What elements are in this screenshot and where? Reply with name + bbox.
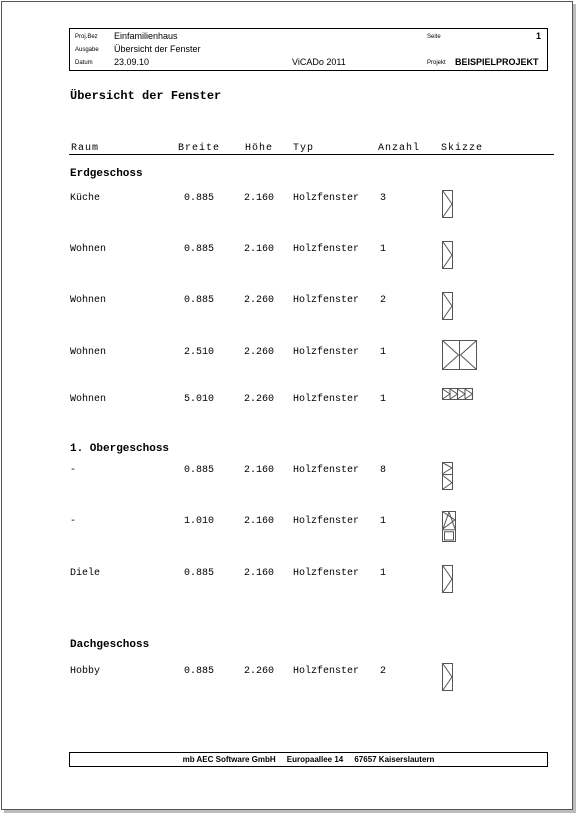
cell-typ: Holzfenster: [293, 347, 360, 358]
cell-typ: Holzfenster: [293, 465, 360, 476]
cell-hoehe: 2.260: [244, 295, 275, 306]
window-sketch-icon: [441, 339, 478, 371]
cell-raum: Küche: [70, 193, 101, 204]
cell-breite: 0.885: [184, 568, 215, 579]
cell-typ: Holzfenster: [293, 666, 360, 677]
cell-hoehe: 2.260: [244, 347, 275, 358]
window-sketch-icon: [441, 240, 454, 270]
cell-raum: Diele: [70, 568, 101, 579]
cell-raum: Wohnen: [70, 244, 107, 255]
proj-label: Proj.Bez: [75, 34, 98, 40]
cell-typ: Holzfenster: [293, 295, 360, 306]
cell-anzahl: 8: [380, 465, 387, 476]
cell-hoehe: 2.160: [244, 465, 275, 476]
seite-value: 1: [536, 31, 542, 41]
cell-breite: 0.885: [184, 666, 215, 677]
cell-breite: 0.885: [184, 295, 215, 306]
cell-typ: Holzfenster: [293, 394, 360, 405]
software-label: ViCADo 2011: [292, 57, 346, 67]
cell-anzahl: 1: [380, 568, 387, 579]
cell-raum: -: [70, 516, 77, 527]
col-header-breite: Breite: [178, 143, 221, 154]
datum-value: 23.09.10: [114, 57, 150, 67]
cell-typ: Holzfenster: [293, 516, 360, 527]
cell-typ: Holzfenster: [293, 568, 360, 579]
ausgabe-label: Ausgabe: [75, 47, 99, 53]
cell-anzahl: 2: [380, 666, 387, 677]
cell-raum: Wohnen: [70, 347, 107, 358]
projekt-label: Projekt: [427, 60, 446, 66]
cell-hoehe: 2.160: [244, 244, 275, 255]
cell-raum: -: [70, 465, 77, 476]
document-page: [1, 1, 573, 810]
col-header-skizze: Skizze: [441, 143, 484, 154]
cell-hoehe: 2.260: [244, 394, 275, 405]
section-heading: Dachgeschoss: [70, 639, 150, 651]
projekt-value: BEISPIELPROJEKT: [455, 57, 539, 67]
window-sketch-icon: [441, 291, 454, 321]
window-sketch-icon: [441, 510, 457, 543]
window-sketch-icon: [441, 461, 454, 491]
cell-typ: Holzfenster: [293, 193, 360, 204]
cell-breite: 0.885: [184, 244, 215, 255]
col-header-anzahl: Anzahl: [378, 143, 421, 154]
cell-breite: 0.885: [184, 465, 215, 476]
seite-label: Seite: [427, 34, 441, 40]
col-header-hoehe: Höhe: [245, 143, 274, 154]
report-header: [69, 28, 548, 71]
cell-anzahl: 1: [380, 394, 387, 405]
col-header-typ: Typ: [293, 143, 315, 154]
section-heading: Erdgeschoss: [70, 168, 143, 180]
cell-hoehe: 2.260: [244, 666, 275, 677]
window-sketch-icon: [441, 662, 454, 692]
cell-anzahl: 1: [380, 516, 387, 527]
cell-anzahl: 1: [380, 244, 387, 255]
cell-typ: Holzfenster: [293, 244, 360, 255]
section-heading: 1. Obergeschoss: [70, 443, 170, 455]
page-title: Übersicht der Fenster: [70, 89, 222, 103]
cell-anzahl: 1: [380, 347, 387, 358]
window-sketch-icon: [441, 387, 474, 401]
cell-hoehe: 2.160: [244, 193, 275, 204]
window-sketch-icon: [441, 189, 454, 219]
cell-breite: 2.510: [184, 347, 215, 358]
cell-raum: Wohnen: [70, 295, 107, 306]
datum-label: Datum: [75, 60, 93, 66]
cell-breite: 0.885: [184, 193, 215, 204]
cell-breite: 1.010: [184, 516, 215, 527]
cell-anzahl: 3: [380, 193, 387, 204]
report-footer: mb AEC Software GmbH Europaallee 14 67657 Kaiserslautern: [69, 752, 548, 767]
ausgabe-value: Übersicht der Fenster: [114, 44, 201, 54]
header-rule: [69, 154, 554, 155]
cell-hoehe: 2.160: [244, 516, 275, 527]
cell-hoehe: 2.160: [244, 568, 275, 579]
cell-breite: 5.010: [184, 394, 215, 405]
cell-anzahl: 2: [380, 295, 387, 306]
cell-raum: Wohnen: [70, 394, 107, 405]
cell-raum: Hobby: [70, 666, 101, 677]
proj-value: Einfamilienhaus: [114, 31, 178, 41]
window-sketch-icon: [441, 564, 454, 594]
col-header-raum: Raum: [71, 143, 100, 154]
